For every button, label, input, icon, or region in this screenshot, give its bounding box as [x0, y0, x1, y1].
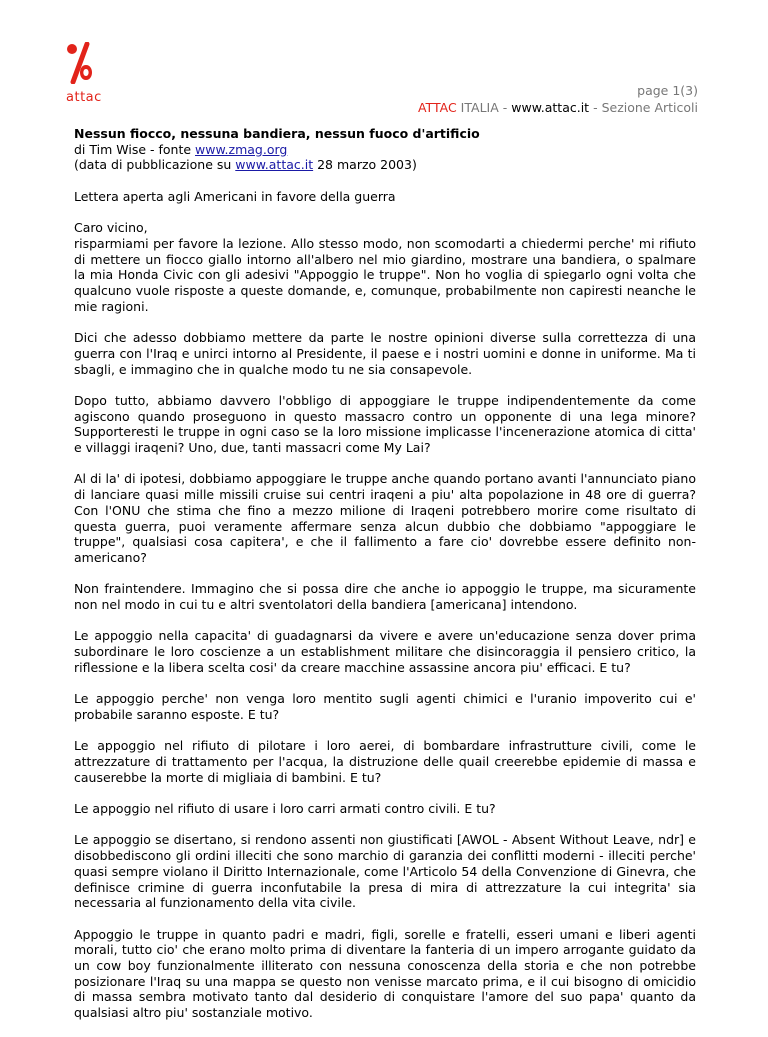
- paragraph: Le appoggio nella capacita' di guadagnarsi da vivere e avere un'educazione senza dover prima subordinare le loro coscienze a un establishment militare che disincoraggia il pensiero critico, la riflessione e la libera scelta cosi' da creare macchine assassine ancora piu' efficaci. E tu?: [74, 628, 696, 675]
- paragraph: Le appoggio perche' non venga loro mentito sugli agenti chimici e l'uranio impoverito cui e' probabile saranno esposte. E tu?: [74, 691, 696, 722]
- paragraph: Dici che adesso dobbiamo mettere da parte le nostre opinioni diverse sulla correttezza di una guerra con l'Iraq e unirci intorno al Presidente, il paese e i nostri uomini e donne in uniforme. Ma ti sbagli, e immagino che in qualche modo tu ne sia consapevole.: [74, 330, 696, 377]
- paragraph: Appoggio le truppe in quanto padri e madri, figli, sorelle e fratelli, esseri umani e liberi agenti morali, tutto cio' che erano molto prima di diventare la fanteria di un impero arrogante guidato da un cow boy funzionalmente illiterato con nessuna conoscenza della storia e che non potrebbe posizionare l'Iraq su una mappa se questo non venisse marcato prima, e il cui bisogno di omicidio di massa sembra motivato tanto dal desiderio di conquistare l'amore del suo papa' quanto da qualsiasi altro piu' sostanziale motivo.: [74, 926, 696, 1021]
- paragraph: Le appoggio se disertano, si rendono assenti non giustificati [AWOL - Absent Without Leave, ndr] e disobbediscono gli ordini illeciti che sono marchio di garanzia dei conflitti moderni - illeciti perche' quasi sempre violano il Diritto Internazionale, come l'Articolo 54 della Convenzione di Ginevra, che definisce crimine di guerra inconfutabile la presa di mira di attrezzature la cui integrita' sia necessaria al funzionamento della vita civile.: [74, 832, 696, 911]
- article-body: [74, 126, 696, 1037]
- article-title: Nessun fiocco, nessuna bandiera, nessun fuoco d'artificio: [74, 126, 480, 141]
- header-sep-1: -: [498, 100, 512, 115]
- salutation: Caro vicino,: [74, 220, 148, 236]
- logo-text: attac: [66, 90, 102, 105]
- header-sep-2: -: [589, 100, 602, 115]
- header-site: www.attac.it: [511, 100, 590, 115]
- page-number: page 1(3): [637, 83, 698, 98]
- paragraph: Le appoggio nel rifiuto di usare i loro carri armati contro civili. E tu?: [74, 801, 496, 817]
- byline-prefix: di Tim Wise - fonte: [74, 141, 196, 157]
- header-org: ATTAC: [417, 100, 457, 115]
- pub-link[interactable]: www.attac.it: [235, 157, 314, 173]
- pub-prefix: (data di pubblicazione su: [74, 157, 236, 173]
- header-country: ITALIA: [460, 100, 499, 115]
- paragraph: Non fraintendere. Immagino che si possa dire che anche io appoggio le truppe, ma sicuramente non nel modo in cui tu e altri sventolatori della bandiera [americana] intendono.: [74, 581, 696, 612]
- pub-suffix: 28 marzo 2003): [313, 157, 417, 173]
- article-subtitle: Lettera aperta agli Americani in favore della guerra: [74, 188, 396, 204]
- paragraph: Dopo tutto, abbiamo davvero l'obbligo di appoggiare le truppe indipendentemente da come agiscono quando proseguono in questo massacro contro un opponente di una lega minore? Supporteresti le truppe in ogni caso se la loro missione implicasse l'incenerazione atomica di citta' e villaggi iraqeni? Uno, due, tanti massacri come My Lai?: [74, 392, 696, 455]
- paragraph: Al di la' di ipotesi, dobbiamo appoggiare le truppe anche quando portano avanti l'annunciato piano di lanciare quasi mille missili cruise sui centri iraqeni a piu' alta popolazione in 48 ore di guerra? Con l'ONU che stima che fino a mezzo milione di Iraqeni potrebbero morire come risultato di questa guerra, puoi veramente affermare senza alcun dubbio che dobbiamo "appoggiare le truppe", qualsiasi cosa capitera', e che il fallimento a fare cio' dovrebbe essere definito non-americano?: [74, 471, 696, 565]
- source-link[interactable]: www.zmag.org: [195, 141, 288, 157]
- article-meta: [74, 126, 696, 173]
- paragraph: Le appoggio nel rifiuto di pilotare i loro aerei, di bombardare infrastrutture civili, come le attrezzature di trattamento per l'acqua, la distruzione delle quail creerebbe epidemie di massa e causerebbe la morte di migliaia di bambini. E tu?: [74, 738, 696, 785]
- paragraph: [74, 220, 696, 314]
- percent-logo-icon: [66, 42, 94, 84]
- page-header: [418, 82, 698, 116]
- attac-logo: [66, 42, 106, 105]
- header-section: Sezione Articoli: [601, 100, 698, 115]
- header-line: [418, 99, 698, 116]
- paragraph-text: risparmiami per favore la lezione. Allo stesso modo, non scomodarti a chiedermi perche' mi rifiuto di mettere un fiocco giallo intorno all'albero nel mio giardino, mostrare una bandiera, o spalmare la mia Honda Civic con gli adesivi "Appoggio le truppe". Non ho voglia di spiegarlo ogni volta che qualcuno vuole risposte a queste domande, e, comunque, probabilmente non capiresti neanche le mie ragioni.: [74, 235, 696, 314]
